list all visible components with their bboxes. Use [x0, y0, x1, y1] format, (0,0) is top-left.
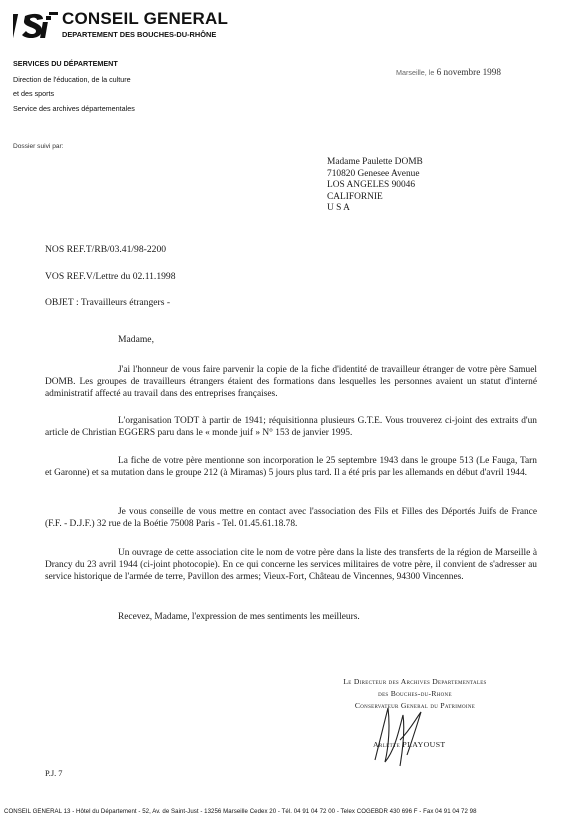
page-footer: CONSEIL GENERAL 13 - Hôtel du Département - 52, Av. de Saint-Just - 13256 Marseille Cedex 20 - Tél. 04 91 04 72 00 - Telex COGEBDR 430 696 F - Fax 04 91 04 72 98	[4, 808, 477, 815]
signatory-department: des Bouches-du-Rhone	[378, 689, 452, 698]
date-value: 6 novembre 1998	[436, 67, 501, 77]
your-reference: VOS REF.V/Lettre du 02.11.1998	[45, 271, 176, 282]
attachments-note: P.J. 7	[45, 769, 63, 778]
subject-line: OBJET : Travailleurs étrangers -	[45, 297, 171, 308]
handwritten-signature	[355, 700, 445, 770]
closing-formula: Recevez, Madame, l'expression de mes sentiments les meilleurs.	[118, 612, 360, 622]
body-paragraph	[45, 415, 537, 439]
date-place: Marseille, le	[396, 68, 435, 77]
services-archives: Service des archives départementales	[13, 104, 135, 113]
dossier-label: Dossier suivi par:	[13, 143, 64, 150]
paragraph-text: L'organisation TODT à partir de 1941; réquisitionna plusieurs G.T.E. Vous trouverez ci-joint des extraits d'un article de Christian EGGERS paru dans le « monde juif » N° 153 de janvier 1995.	[45, 416, 537, 439]
signatory-role: Conservateur General du Patrimoine	[354, 701, 476, 710]
services-heading: SERVICES DU DÉPARTEMENT	[13, 59, 118, 68]
paragraph-text: Je vous conseille de vous mettre en contact avec l'association des Fils et Filles des Déportés Juifs de France (F.F. - D.J.F.) 32 rue de la Boétie 75008 Paris - Tel. 01.45.61.18.78.	[45, 507, 537, 530]
recipient-state: CALIFORNIE	[327, 191, 383, 202]
recipient-street: 710820 Genesee Avenue	[327, 168, 420, 179]
services-direction-cont: et des sports	[13, 89, 55, 98]
recipient-city: LOS ANGELES 90046	[327, 180, 416, 191]
our-reference: NOS REF.T/RB/03.41/98-2200	[45, 244, 167, 255]
body-paragraph	[45, 455, 537, 479]
recipient-address	[327, 157, 423, 215]
letter-date	[396, 67, 501, 77]
services-direction: Direction de l'éducation, de la culture	[13, 75, 131, 84]
body-paragraph	[45, 547, 537, 584]
paragraph-text: La fiche de votre père mentionne son incorporation le 25 septembre 1943 dans le groupe 513 (Le Fauga, Tarn et Garonne) et sa mutation dans le groupe 212 (à Miramas) 5 jours plus tard. Il a été pris par les allemands en début d'avril 1944.	[45, 456, 537, 479]
paragraph-text: Un ouvrage de cette association cite le nom de votre père dans la liste des transferts de la région de Marseille à Drancy du 23 avril 1944 (ci-joint photocopie). En ce qui concerne les services militaires de votre père, il convient de s'adresser au service historique de l'armée de terre, Pavillon des armes; Vieux-Fort, Château de Vincennes, 94300 Vincennes.	[45, 548, 537, 583]
org-department: DEPARTEMENT DES BOUCHES-DU-RHÔNE	[62, 30, 217, 39]
body-paragraph	[45, 506, 537, 530]
org-name: CONSEIL GENERAL	[62, 9, 229, 28]
signatory-title: Le Directeur des Archives Departementales	[343, 677, 487, 686]
recipient-name: Madame Paulette DOMB	[327, 157, 423, 167]
paragraph-text: J'ai l'honneur de vous faire parvenir la copie de la fiche d'identité de travailleur étranger de votre père Samuel DOMB. Les groupes de travailleurs étrangers étaient des formations dans lesquelles les personnes avaient un statut d'interné administratif affecté au travail dans des entreprises françaises.	[45, 365, 537, 400]
signer-name: Arlette PLAYOUST	[373, 740, 446, 749]
conseil-general-logo	[13, 10, 59, 42]
salutation: Madame,	[118, 334, 154, 345]
recipient-country: U S A	[327, 203, 350, 214]
body-paragraph	[45, 364, 537, 401]
